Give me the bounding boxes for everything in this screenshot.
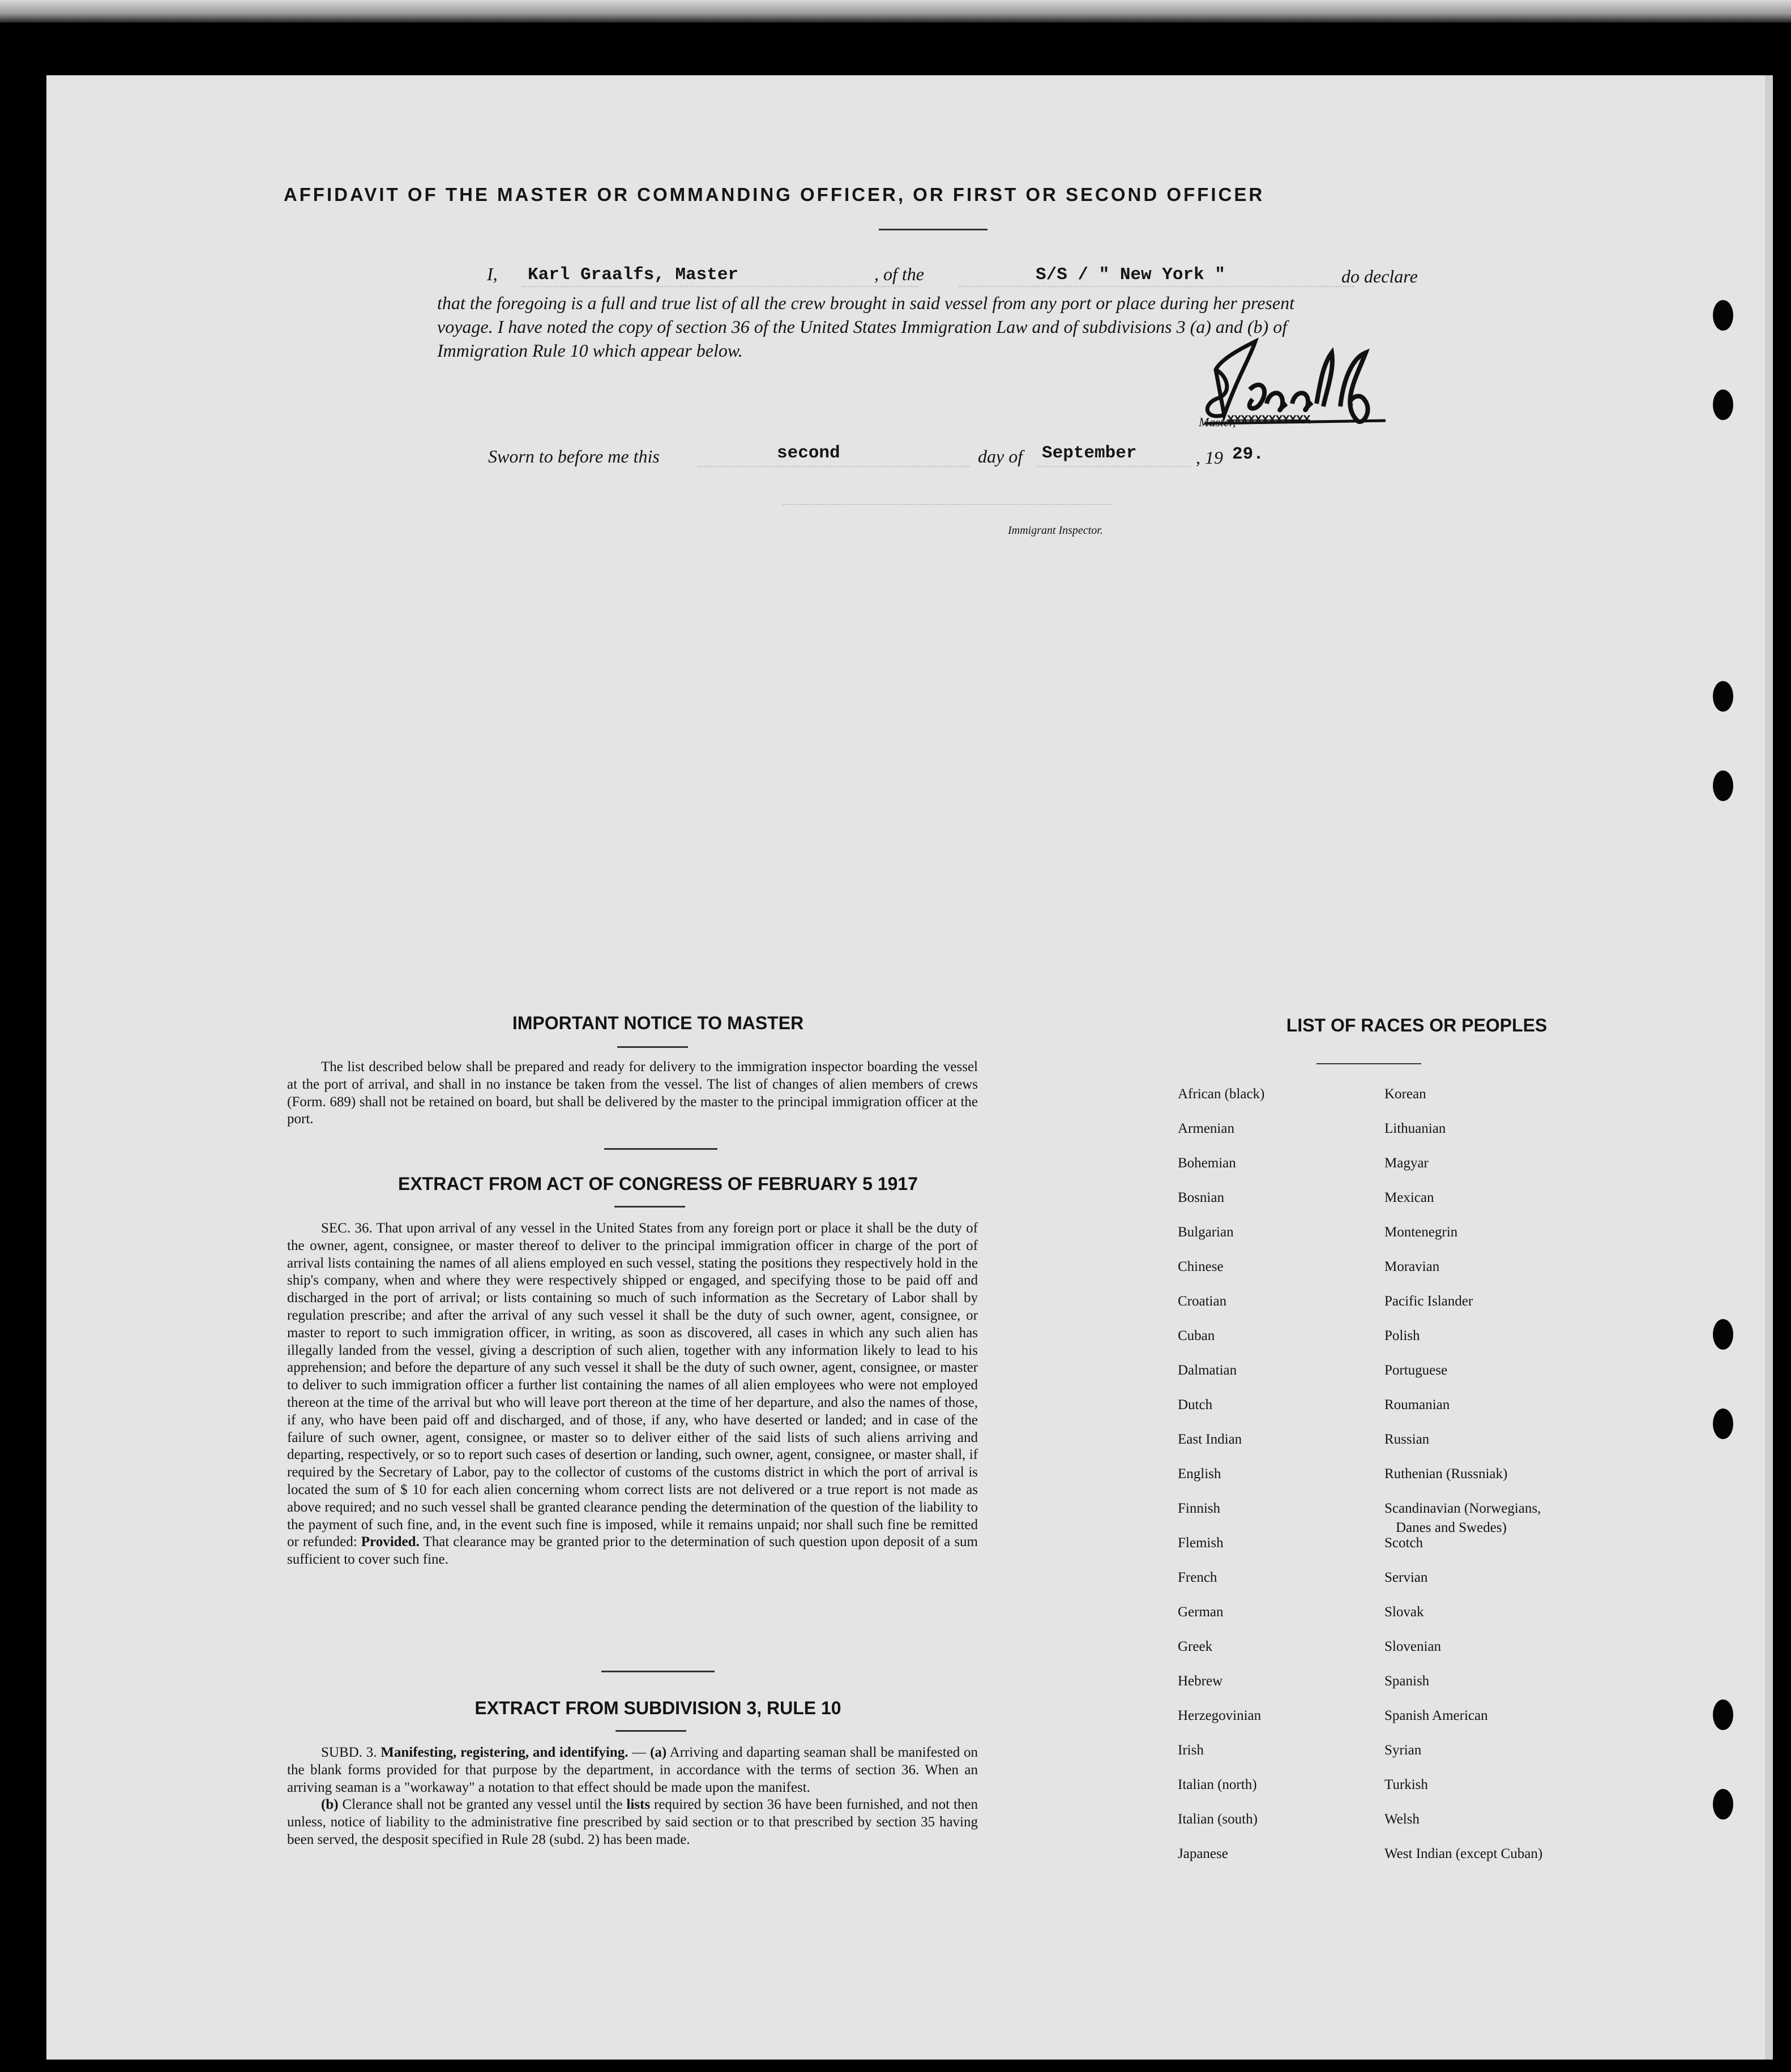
race-item: Hebrew	[1178, 1673, 1223, 1689]
rule-b-lists: lists	[626, 1797, 651, 1813]
i-label: I,	[487, 264, 498, 284]
master-label: Master,	[1199, 415, 1236, 429]
races-title-rule	[1316, 1063, 1421, 1064]
affidavit-title-rule	[879, 229, 988, 230]
sworn-month: September	[1042, 443, 1137, 463]
race-item: Scandinavian (Norwegians,	[1384, 1501, 1541, 1516]
rule-b-paragraph	[287, 1796, 978, 1848]
race-item: Portuguese	[1384, 1363, 1448, 1378]
race-item: Magyar	[1384, 1155, 1429, 1171]
race-item: Finnish	[1178, 1501, 1221, 1516]
race-item: Italian (north)	[1178, 1777, 1257, 1792]
race-item: French	[1178, 1570, 1217, 1585]
race-item: Cuban	[1178, 1328, 1215, 1343]
race-item: Armenian	[1178, 1121, 1234, 1136]
rule-text	[287, 1744, 978, 1849]
race-item: Irish	[1178, 1743, 1204, 1758]
notice-end-rule	[604, 1148, 717, 1150]
race-item: Russian	[1384, 1432, 1430, 1447]
notice-text	[287, 1059, 978, 1128]
affidavit-body-line-2: voyage. I have noted the copy of section 36 of the United States Immigration Law and of subdivisions 3 (a) and (b) of	[437, 316, 1288, 337]
act-provided: Provided.	[361, 1534, 420, 1550]
race-item: Herzegovinian	[1178, 1708, 1262, 1723]
sworn-month-line	[1037, 466, 1190, 467]
race-item: Slovak	[1384, 1604, 1424, 1620]
rule-title: EXTRACT FROM SUBDIVISION 3, RULE 10	[475, 1698, 841, 1718]
rule-dash: —	[632, 1745, 647, 1760]
master-struck-title: XXXXXXXXXXXX	[1227, 413, 1310, 427]
race-item: Greek	[1178, 1639, 1213, 1654]
vessel-name: S/S / " New York "	[1036, 265, 1225, 285]
race-item: English	[1178, 1466, 1221, 1482]
race-item: Slovenian	[1384, 1639, 1441, 1654]
scan-top-edge	[0, 0, 1791, 23]
act-text	[287, 1220, 978, 1569]
race-item: Croatian	[1178, 1294, 1227, 1309]
race-item: Japanese	[1178, 1846, 1228, 1861]
race-item: Spanish American	[1384, 1708, 1488, 1723]
race-item: German	[1178, 1604, 1224, 1620]
race-item: Moravian	[1384, 1259, 1440, 1274]
rule-a-paragraph	[287, 1744, 978, 1796]
act-end-text: That clearance may be granted prior to the determination of such question upon deposit of a sum sufficient to cover such fine.	[287, 1534, 978, 1568]
race-item: Scotch	[1384, 1535, 1424, 1551]
sworn-label: Sworn to before me this	[488, 446, 660, 466]
races-title: LIST OF RACES OR PEOPLES	[1286, 1015, 1548, 1035]
rule-title-rule	[615, 1730, 686, 1732]
inspector-signature-line	[783, 504, 1111, 505]
act-end-rule	[601, 1671, 715, 1672]
year-prefix: , 19	[1196, 447, 1223, 468]
races-scandinavian-continuation: Danes and Swedes)	[1396, 1520, 1507, 1535]
race-item: Flemish	[1178, 1535, 1224, 1551]
affidavit-body-line-1: that the foregoing is a full and true list of all the crew brought in said vessel from any port or place during her present	[437, 293, 1294, 313]
act-title-rule	[614, 1206, 685, 1208]
rule-subd-label: SUBD. 3.	[321, 1745, 377, 1760]
race-item: Dalmatian	[1178, 1363, 1237, 1378]
race-item: Ruthenian (Russniak)	[1384, 1466, 1508, 1482]
race-item: Bohemian	[1178, 1155, 1236, 1171]
rule-subd-heading: Manifesting, registering, and identifying.	[381, 1745, 629, 1760]
race-item: Dutch	[1178, 1397, 1213, 1412]
race-item: Italian (south)	[1178, 1812, 1258, 1827]
notice-title: IMPORTANT NOTICE TO MASTER	[512, 1013, 804, 1033]
race-item: Chinese	[1178, 1259, 1224, 1274]
act-main-text: SEC. 36. That upon arrival of any vessel in the United States from any foreign port or place it shall be the duty of the owner, agent, consignee, or master thereof to deliver to the principal immigration officer in charge of the port of arrival lists containing the names of all aliens employed en such vessel, stating the positions they respectively hold in the ship's company, when and where they were respectively shipped or engaged, and specifying those to be paid off and discharged in the port of arrival; or lists containing so much of such information as the Secretary of Labor shall by regulation prescribe; and after the arrival of any such vessel it shall be the duty of such owner, agent, consignee, or master to report to such immigration officer, in writing, as soon as discovered, all cases in which any such alien has illegally landed from the vessel, giving a description of such alien, together with any information likely to lead to his apprehension; and before the departure of any such vessel it shall be the duty of such owner, agent, consignee, or master to deliver to such immigration officer a further list containing the names of all alien employees who were not employed thereon at the time of the arrival but who will leave port thereon at the time of her departure, and also the names of those, if any, who have been paid off and discharged, and of those, if any, who have deserted or landed; and in case of the failure of such owner, agent, consignee, or master so to deliver either of the said lists of such aliens arriving and departing, respectively, or so to report such cases of desertion or landing, such owner, agent, consignee, or master shall, if required by the Secretary of Labor, pay to the collector of customs of the customs district in which the port of arrival is located the sum of $ 10 for each alien concerning whom correct lists are not delivered or a true report is not made as above required; and no such vessel shall be granted clearance pending the determination of the question of the liability to the payment of such fine, and, in the event such fine is imposed, while it remains unpaid; nor shall such fine be remitted or refunded:	[287, 1221, 978, 1550]
race-item: East Indian	[1178, 1432, 1242, 1447]
day-of-label: day of	[978, 446, 1023, 466]
declarant-line	[522, 286, 918, 287]
do-declare-label: do declare	[1341, 266, 1418, 286]
race-item: Polish	[1384, 1328, 1420, 1343]
notice-title-rule	[617, 1046, 688, 1048]
punch-hole	[1713, 1789, 1733, 1820]
punch-hole	[1713, 300, 1733, 331]
inspector-label: Immigrant Inspector.	[1008, 524, 1103, 537]
race-item: Mexican	[1384, 1190, 1434, 1205]
punch-hole	[1713, 1699, 1733, 1730]
race-item: African (black)	[1178, 1086, 1265, 1102]
of-the-label: , of the	[874, 264, 924, 284]
document-page	[46, 75, 1773, 2060]
race-item: Bulgarian	[1178, 1225, 1234, 1240]
race-item: Montenegrin	[1384, 1225, 1458, 1240]
punch-hole	[1713, 1319, 1733, 1350]
rule-b-label: (b)	[321, 1797, 339, 1813]
punch-hole	[1713, 681, 1733, 712]
race-item: Roumanian	[1384, 1397, 1450, 1412]
race-item: Pacific Islander	[1384, 1294, 1473, 1309]
race-item: Welsh	[1384, 1812, 1420, 1827]
rule-b-text-1: Clerance shall not be granted any vessel until the	[342, 1797, 623, 1813]
notice-paragraph: The list described below shall be prepared and ready for delivery to the immigration inspector boarding the vessel at the port of arrival, and shall in no instance be taken from the vessel. The list of changes of alien members of crews (Form. 689) shall not be retained on board, but shall be delivered by the master to the principal immigration officer at the port.	[287, 1059, 978, 1127]
race-item: Bosnian	[1178, 1190, 1224, 1205]
race-item: Servian	[1384, 1570, 1428, 1585]
punch-hole	[1713, 770, 1733, 801]
race-item: Korean	[1384, 1086, 1426, 1102]
affidavit-body-line-3: Immigration Rule 10 which appear below.	[437, 340, 743, 361]
act-title: EXTRACT FROM ACT OF CONGRESS OF FEBRUARY 5 1917	[397, 1174, 918, 1194]
race-item: Turkish	[1384, 1777, 1428, 1792]
sworn-day-line	[698, 466, 969, 467]
act-paragraph	[287, 1220, 978, 1569]
master-signature	[1170, 336, 1425, 449]
affidavit-title: AFFIDAVIT OF THE MASTER OR COMMANDING OFFICER, OR FIRST OR SECOND OFFICER	[283, 184, 1265, 205]
race-item: Spanish	[1384, 1673, 1430, 1689]
rule-b-text-2: required by section 36 have been furnished, and not then unless, notice of liability to the administrative fine prescribed by said section or to that prescribed by section 35 having been served, the desposit specified in Rule 28 (subd. 2) has been made.	[287, 1797, 978, 1847]
declarant-name: Karl Graalfs, Master	[528, 265, 739, 285]
race-item: Syrian	[1384, 1743, 1422, 1758]
punch-hole	[1713, 389, 1733, 420]
year-suffix: 29.	[1232, 444, 1264, 464]
vessel-line	[958, 286, 1354, 287]
race-item: Lithuanian	[1384, 1121, 1446, 1136]
race-item: West Indian (except Cuban)	[1384, 1846, 1543, 1861]
rule-a-text: Arriving and daparting seaman shall be manifested on the blank forms provided for that purpose by the department, in accordance with the terms of section 36. When an arriving seaman is a "workaway" a notation to that effect should be made upon the manifest.	[287, 1745, 978, 1795]
sworn-day: second	[777, 443, 840, 463]
rule-a-label: (a)	[650, 1745, 667, 1760]
punch-hole	[1713, 1409, 1733, 1439]
